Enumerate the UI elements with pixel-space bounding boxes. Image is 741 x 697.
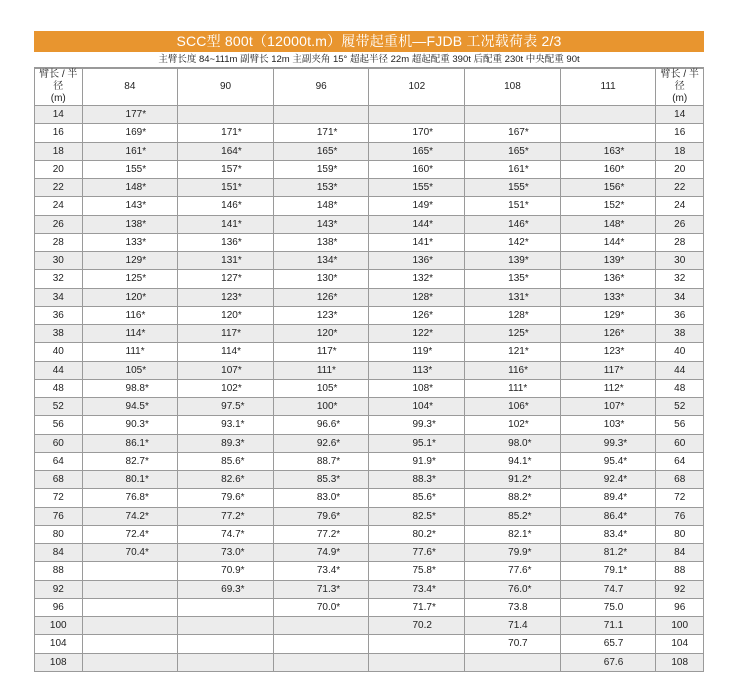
capacity-cell: 170* xyxy=(369,124,465,142)
capacity-cell: 143* xyxy=(273,215,369,233)
capacity-cell: 105* xyxy=(82,361,178,379)
capacity-cell: 171* xyxy=(178,124,274,142)
capacity-cell xyxy=(178,617,274,635)
radius-cell: 36 xyxy=(35,306,83,324)
capacity-cell: 100* xyxy=(273,398,369,416)
capacity-cell: 102* xyxy=(465,416,561,434)
capacity-cell: 123* xyxy=(560,343,656,361)
table-row xyxy=(35,471,704,489)
radius-cell: 40 xyxy=(656,343,704,361)
capacity-cell: 107* xyxy=(178,361,274,379)
radius-cell: 16 xyxy=(35,124,83,142)
load-table xyxy=(34,68,704,672)
right-header-cell xyxy=(656,69,704,106)
capacity-cell: 65.7 xyxy=(560,635,656,653)
capacity-cell: 98.8* xyxy=(82,379,178,397)
capacity-cell: 92.6* xyxy=(273,434,369,452)
table-row xyxy=(35,452,704,470)
radius-cell: 96 xyxy=(656,598,704,616)
capacity-cell: 91.9* xyxy=(369,452,465,470)
capacity-cell: 71.1 xyxy=(560,617,656,635)
capacity-cell xyxy=(82,617,178,635)
capacity-cell: 136* xyxy=(560,270,656,288)
table-row xyxy=(35,562,704,580)
table-row xyxy=(35,361,704,379)
radius-cell: 64 xyxy=(35,452,83,470)
radius-cell: 44 xyxy=(656,361,704,379)
capacity-cell: 125* xyxy=(465,325,561,343)
capacity-cell: 82.1* xyxy=(465,525,561,543)
capacity-cell: 103* xyxy=(560,416,656,434)
capacity-cell: 79.6* xyxy=(273,507,369,525)
radius-cell: 30 xyxy=(656,252,704,270)
radius-cell: 64 xyxy=(656,452,704,470)
radius-cell: 44 xyxy=(35,361,83,379)
capacity-cell: 165* xyxy=(465,142,561,160)
capacity-cell: 131* xyxy=(465,288,561,306)
capacity-cell: 157* xyxy=(178,160,274,178)
capacity-cell: 104* xyxy=(369,398,465,416)
radius-cell: 22 xyxy=(35,179,83,197)
radius-cell: 96 xyxy=(35,598,83,616)
radius-cell: 20 xyxy=(656,160,704,178)
capacity-cell: 93.1* xyxy=(178,416,274,434)
capacity-cell: 71.4 xyxy=(465,617,561,635)
capacity-cell xyxy=(369,635,465,653)
radius-cell: 18 xyxy=(656,142,704,160)
capacity-cell: 70.7 xyxy=(465,635,561,653)
radius-cell: 52 xyxy=(656,398,704,416)
table-row xyxy=(35,398,704,416)
boom-header: 102 xyxy=(369,69,465,106)
capacity-cell: 171* xyxy=(273,124,369,142)
capacity-cell: 126* xyxy=(560,325,656,343)
capacity-cell: 123* xyxy=(178,288,274,306)
table-row xyxy=(35,233,704,251)
table-row xyxy=(35,215,704,233)
left-header-unit: (m) xyxy=(50,93,66,104)
capacity-cell: 83.4* xyxy=(560,525,656,543)
capacity-cell: 114* xyxy=(178,343,274,361)
capacity-cell: 76.0* xyxy=(465,580,561,598)
table-row xyxy=(35,197,704,215)
capacity-cell: 135* xyxy=(465,270,561,288)
capacity-cell: 90.3* xyxy=(82,416,178,434)
capacity-cell: 74.9* xyxy=(273,544,369,562)
radius-cell: 30 xyxy=(35,252,83,270)
capacity-cell: 123* xyxy=(273,306,369,324)
capacity-cell: 94.1* xyxy=(465,452,561,470)
table-row xyxy=(35,106,704,124)
radius-cell: 108 xyxy=(35,653,83,671)
radius-cell: 92 xyxy=(656,580,704,598)
capacity-cell: 73.8 xyxy=(465,598,561,616)
radius-cell: 52 xyxy=(35,398,83,416)
capacity-cell: 133* xyxy=(82,233,178,251)
capacity-cell: 82.7* xyxy=(82,452,178,470)
capacity-cell: 74.7 xyxy=(560,580,656,598)
capacity-cell: 126* xyxy=(369,306,465,324)
table-row xyxy=(35,653,704,671)
radius-cell: 38 xyxy=(656,325,704,343)
capacity-cell: 82.5* xyxy=(369,507,465,525)
radius-cell: 72 xyxy=(35,489,83,507)
table-row xyxy=(35,306,704,324)
radius-cell: 84 xyxy=(35,544,83,562)
capacity-cell: 107* xyxy=(560,398,656,416)
radius-cell: 56 xyxy=(35,416,83,434)
capacity-cell: 161* xyxy=(465,160,561,178)
table-row xyxy=(35,343,704,361)
capacity-cell: 152* xyxy=(560,197,656,215)
capacity-cell: 149* xyxy=(369,197,465,215)
capacity-cell: 79.1* xyxy=(560,562,656,580)
capacity-cell: 70.0* xyxy=(273,598,369,616)
capacity-cell: 131* xyxy=(178,252,274,270)
capacity-cell: 156* xyxy=(560,179,656,197)
capacity-cell: 169* xyxy=(82,124,178,142)
table-row xyxy=(35,544,704,562)
capacity-cell: 86.1* xyxy=(82,434,178,452)
capacity-cell: 99.3* xyxy=(369,416,465,434)
capacity-cell: 85.6* xyxy=(369,489,465,507)
capacity-cell: 85.6* xyxy=(178,452,274,470)
capacity-cell: 73.0* xyxy=(178,544,274,562)
radius-cell: 14 xyxy=(656,106,704,124)
capacity-cell: 155* xyxy=(82,160,178,178)
capacity-cell: 139* xyxy=(560,252,656,270)
capacity-cell: 70.4* xyxy=(82,544,178,562)
capacity-cell: 92.4* xyxy=(560,471,656,489)
capacity-cell: 77.6* xyxy=(369,544,465,562)
left-header-label: 臂长 / 半径 xyxy=(39,69,78,92)
capacity-cell: 111* xyxy=(465,379,561,397)
capacity-cell: 77.2* xyxy=(273,525,369,543)
capacity-cell xyxy=(465,653,561,671)
capacity-cell: 160* xyxy=(560,160,656,178)
radius-cell: 28 xyxy=(656,233,704,251)
capacity-cell: 89.4* xyxy=(560,489,656,507)
table-row xyxy=(35,489,704,507)
capacity-cell: 117* xyxy=(560,361,656,379)
table-row xyxy=(35,598,704,616)
page-subtitle: 主臂长度 84~111m 副臂长 12m 主副夹角 15° 超起半径 22m 超起配重 390t 后配重 230t 中央配重 90t xyxy=(34,52,704,68)
capacity-cell: 117* xyxy=(178,325,274,343)
radius-cell: 26 xyxy=(656,215,704,233)
radius-cell: 100 xyxy=(656,617,704,635)
capacity-cell: 82.6* xyxy=(178,471,274,489)
boom-header: 108 xyxy=(465,69,561,106)
capacity-cell: 148* xyxy=(273,197,369,215)
capacity-cell: 165* xyxy=(273,142,369,160)
table-row xyxy=(35,124,704,142)
radius-cell: 80 xyxy=(35,525,83,543)
capacity-cell: 74.7* xyxy=(178,525,274,543)
capacity-cell: 148* xyxy=(560,215,656,233)
capacity-cell: 165* xyxy=(369,142,465,160)
capacity-cell: 111* xyxy=(273,361,369,379)
capacity-cell: 163* xyxy=(560,142,656,160)
capacity-cell: 70.9* xyxy=(178,562,274,580)
radius-cell: 20 xyxy=(35,160,83,178)
capacity-cell: 69.3* xyxy=(178,580,274,598)
capacity-cell: 120* xyxy=(178,306,274,324)
capacity-cell: 164* xyxy=(178,142,274,160)
capacity-cell: 153* xyxy=(273,179,369,197)
capacity-cell: 114* xyxy=(82,325,178,343)
capacity-cell: 133* xyxy=(560,288,656,306)
capacity-cell: 151* xyxy=(465,197,561,215)
capacity-cell: 138* xyxy=(273,233,369,251)
capacity-cell xyxy=(560,106,656,124)
radius-cell: 72 xyxy=(656,489,704,507)
capacity-cell: 120* xyxy=(82,288,178,306)
capacity-cell: 95.4* xyxy=(560,452,656,470)
capacity-cell: 146* xyxy=(178,197,274,215)
capacity-cell: 126* xyxy=(273,288,369,306)
capacity-cell: 75.0 xyxy=(560,598,656,616)
radius-cell: 92 xyxy=(35,580,83,598)
table-row xyxy=(35,434,704,452)
capacity-cell: 88.7* xyxy=(273,452,369,470)
capacity-cell: 89.3* xyxy=(178,434,274,452)
radius-cell: 26 xyxy=(35,215,83,233)
capacity-cell xyxy=(273,635,369,653)
capacity-cell: 167* xyxy=(465,124,561,142)
capacity-cell: 127* xyxy=(178,270,274,288)
capacity-cell: 108* xyxy=(369,379,465,397)
capacity-cell xyxy=(82,598,178,616)
boom-header: 96 xyxy=(273,69,369,106)
capacity-cell: 121* xyxy=(465,343,561,361)
capacity-cell: 91.2* xyxy=(465,471,561,489)
capacity-cell: 130* xyxy=(273,270,369,288)
capacity-cell: 77.6* xyxy=(465,562,561,580)
capacity-cell xyxy=(369,106,465,124)
radius-cell: 22 xyxy=(656,179,704,197)
capacity-cell: 138* xyxy=(82,215,178,233)
capacity-cell: 83.0* xyxy=(273,489,369,507)
capacity-cell: 79.9* xyxy=(465,544,561,562)
radius-cell: 76 xyxy=(656,507,704,525)
capacity-cell: 111* xyxy=(82,343,178,361)
capacity-cell: 120* xyxy=(273,325,369,343)
capacity-cell: 95.1* xyxy=(369,434,465,452)
capacity-cell xyxy=(369,653,465,671)
capacity-cell: 77.2* xyxy=(178,507,274,525)
capacity-cell: 141* xyxy=(178,215,274,233)
capacity-cell: 88.2* xyxy=(465,489,561,507)
capacity-cell xyxy=(273,653,369,671)
capacity-cell: 96.6* xyxy=(273,416,369,434)
page-title: SCC型 800t（12000t.m）履带起重机—FJDB 工况载荷表 2/3 xyxy=(34,31,704,52)
capacity-cell xyxy=(82,562,178,580)
capacity-cell: 155* xyxy=(369,179,465,197)
capacity-cell: 88.3* xyxy=(369,471,465,489)
capacity-cell: 116* xyxy=(465,361,561,379)
table-row xyxy=(35,416,704,434)
boom-header: 90 xyxy=(178,69,274,106)
capacity-cell: 141* xyxy=(369,233,465,251)
capacity-cell: 97.5* xyxy=(178,398,274,416)
radius-cell: 32 xyxy=(35,270,83,288)
capacity-cell: 144* xyxy=(560,233,656,251)
radius-cell: 14 xyxy=(35,106,83,124)
capacity-cell: 71.7* xyxy=(369,598,465,616)
radius-cell: 32 xyxy=(656,270,704,288)
capacity-cell: 125* xyxy=(82,270,178,288)
capacity-cell: 151* xyxy=(178,179,274,197)
radius-cell: 40 xyxy=(35,343,83,361)
capacity-cell xyxy=(273,106,369,124)
table-row xyxy=(35,179,704,197)
capacity-cell: 122* xyxy=(369,325,465,343)
table-row xyxy=(35,635,704,653)
capacity-cell: 80.1* xyxy=(82,471,178,489)
radius-cell: 28 xyxy=(35,233,83,251)
capacity-cell: 128* xyxy=(465,306,561,324)
capacity-cell xyxy=(178,653,274,671)
header-row xyxy=(35,69,704,106)
radius-cell: 100 xyxy=(35,617,83,635)
capacity-cell xyxy=(560,124,656,142)
radius-cell: 60 xyxy=(35,434,83,452)
capacity-cell xyxy=(82,653,178,671)
radius-cell: 48 xyxy=(656,379,704,397)
capacity-cell: 155* xyxy=(465,179,561,197)
capacity-cell: 160* xyxy=(369,160,465,178)
capacity-cell: 67.6 xyxy=(560,653,656,671)
capacity-cell: 76.8* xyxy=(82,489,178,507)
capacity-cell: 75.8* xyxy=(369,562,465,580)
capacity-cell: 112* xyxy=(560,379,656,397)
capacity-cell: 74.2* xyxy=(82,507,178,525)
capacity-cell: 105* xyxy=(273,379,369,397)
table-row xyxy=(35,507,704,525)
table-row xyxy=(35,325,704,343)
capacity-cell: 85.2* xyxy=(465,507,561,525)
table-row xyxy=(35,288,704,306)
right-header-unit: (m) xyxy=(672,93,688,104)
radius-cell: 76 xyxy=(35,507,83,525)
radius-cell: 38 xyxy=(35,325,83,343)
load-chart-sheet xyxy=(34,31,704,672)
radius-cell: 36 xyxy=(656,306,704,324)
capacity-cell: 85.3* xyxy=(273,471,369,489)
capacity-cell: 98.0* xyxy=(465,434,561,452)
capacity-cell: 136* xyxy=(178,233,274,251)
left-header-cell xyxy=(35,69,83,106)
radius-cell: 34 xyxy=(35,288,83,306)
capacity-cell: 86.4* xyxy=(560,507,656,525)
radius-cell: 34 xyxy=(656,288,704,306)
radius-cell: 68 xyxy=(656,471,704,489)
radius-cell: 108 xyxy=(656,653,704,671)
capacity-cell: 132* xyxy=(369,270,465,288)
radius-cell: 88 xyxy=(35,562,83,580)
capacity-cell: 129* xyxy=(560,306,656,324)
table-row xyxy=(35,525,704,543)
radius-cell: 84 xyxy=(656,544,704,562)
capacity-cell: 177* xyxy=(82,106,178,124)
radius-cell: 88 xyxy=(656,562,704,580)
capacity-cell: 134* xyxy=(273,252,369,270)
right-header-label: 臂长 / 半径 xyxy=(660,69,699,92)
capacity-cell: 81.2* xyxy=(560,544,656,562)
capacity-cell: 94.5* xyxy=(82,398,178,416)
radius-cell: 24 xyxy=(35,197,83,215)
capacity-cell: 148* xyxy=(82,179,178,197)
radius-cell: 16 xyxy=(656,124,704,142)
capacity-cell: 116* xyxy=(82,306,178,324)
capacity-cell: 159* xyxy=(273,160,369,178)
capacity-cell xyxy=(178,635,274,653)
capacity-cell: 72.4* xyxy=(82,525,178,543)
capacity-cell: 117* xyxy=(273,343,369,361)
radius-cell: 60 xyxy=(656,434,704,452)
table-row xyxy=(35,270,704,288)
capacity-cell: 143* xyxy=(82,197,178,215)
capacity-cell: 128* xyxy=(369,288,465,306)
capacity-cell: 79.6* xyxy=(178,489,274,507)
radius-cell: 68 xyxy=(35,471,83,489)
capacity-cell xyxy=(82,635,178,653)
capacity-cell: 142* xyxy=(465,233,561,251)
table-row xyxy=(35,252,704,270)
capacity-cell: 102* xyxy=(178,379,274,397)
radius-cell: 18 xyxy=(35,142,83,160)
capacity-cell xyxy=(178,598,274,616)
capacity-cell xyxy=(273,617,369,635)
capacity-cell xyxy=(465,106,561,124)
boom-header: 111 xyxy=(560,69,656,106)
capacity-cell: 99.3* xyxy=(560,434,656,452)
capacity-cell xyxy=(178,106,274,124)
table-row xyxy=(35,379,704,397)
capacity-cell: 161* xyxy=(82,142,178,160)
capacity-cell: 106* xyxy=(465,398,561,416)
capacity-cell: 80.2* xyxy=(369,525,465,543)
table-row xyxy=(35,160,704,178)
table-body xyxy=(35,106,704,672)
radius-cell: 80 xyxy=(656,525,704,543)
table-row xyxy=(35,142,704,160)
boom-header: 84 xyxy=(82,69,178,106)
radius-cell: 48 xyxy=(35,379,83,397)
radius-cell: 104 xyxy=(35,635,83,653)
capacity-cell: 119* xyxy=(369,343,465,361)
capacity-cell: 73.4* xyxy=(369,580,465,598)
capacity-cell: 70.2 xyxy=(369,617,465,635)
capacity-cell xyxy=(82,580,178,598)
capacity-cell: 113* xyxy=(369,361,465,379)
table-row xyxy=(35,580,704,598)
capacity-cell: 144* xyxy=(369,215,465,233)
capacity-cell: 129* xyxy=(82,252,178,270)
table-row xyxy=(35,617,704,635)
capacity-cell: 146* xyxy=(465,215,561,233)
capacity-cell: 71.3* xyxy=(273,580,369,598)
radius-cell: 24 xyxy=(656,197,704,215)
capacity-cell: 139* xyxy=(465,252,561,270)
radius-cell: 104 xyxy=(656,635,704,653)
capacity-cell: 136* xyxy=(369,252,465,270)
capacity-cell: 73.4* xyxy=(273,562,369,580)
radius-cell: 56 xyxy=(656,416,704,434)
